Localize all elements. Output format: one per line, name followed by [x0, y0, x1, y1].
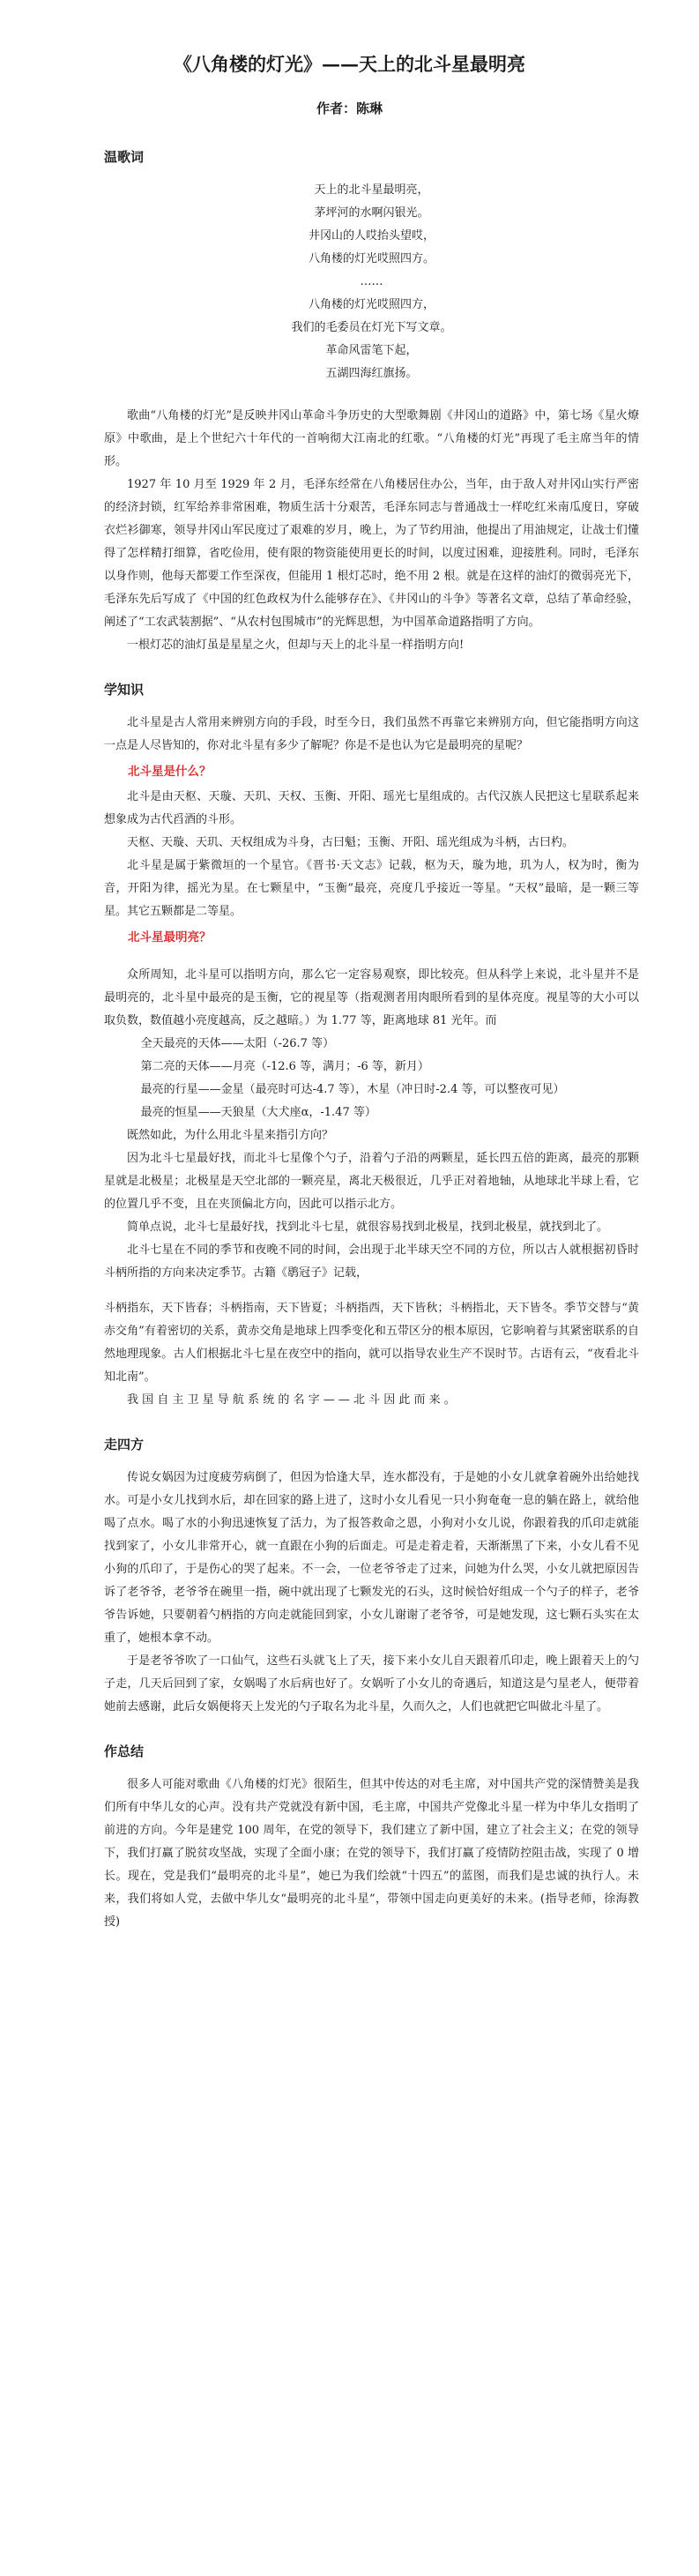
paragraph: 北斗星是属于紫微垣的一个星官。《晋书·天文志》记载，枢为天，璇为地，玑为人，权为时，衡为音，开阳为律，摇光为星。在七颗星中，“玉衡”最亮，亮度几乎接近一等星。“天权”最暗，是一颗三等星。其它五颗都是二等星。 — [104, 859, 639, 918]
poem-line: 茅坪河的水啊闪银光。 — [314, 206, 429, 220]
paragraph: 于是老爷爷吹了一口仙气，这些石头就飞上了天，接下来小女儿自天跟着爪印走，晚上跟着天上的勺子走，几天后回到了家，女娲喝了水后病也好了。女娲听了小女儿的奇遇后，知道这是勺星老人，便带着她前去感谢，此后女娲便将天上发光的勺子取名为北斗星，久而久之，人们也就把它叫做北斗星了。 — [104, 1654, 639, 1714]
list-item: 最亮的行星——金星（最亮时可达-4.7 等），木星（冲日时-2.4 等，可以整夜可见） — [140, 1083, 565, 1096]
paragraph: 简单点说，北斗七星最好找，找到北斗七星，就很容易找到北极星，找到北极星，就找到北了。 — [127, 1221, 609, 1234]
poem-line: 革命风雷笔下起， — [325, 344, 418, 357]
paragraph: 天枢、天璇、天玑、天权组成为斗身，古曰魁；玉衡、开阳、瑶光组成为斗柄，古曰杓。 — [127, 836, 575, 849]
list-item: 最亮的恒星——天狼星（大犬座α，-1.47 等） — [140, 1106, 376, 1119]
list-item: 第二亮的天体——月亮（-12.6 等，满月；-6 等，新月） — [140, 1060, 429, 1073]
section-heading-wengeci: 温歌词 — [104, 149, 145, 165]
lyrics-poem — [104, 179, 639, 385]
paragraph: 因为北斗七星最好找，而北斗七星像个勺子，沿着勺子沿的两颗星，延长四五倍的距离，最亮的那颗星就是北极星；北极星是天空北部的一颗亮星，离北天极很近，几乎正对着地轴，从地球北半球上看，它的位置几乎不变，且在夹顶偏北方向，因此可以指示北方。 — [104, 1152, 639, 1211]
paragraph: 传说女娲因为过度疲劳病倒了，但因为恰逢大旱，连水都没有，于是她的小女儿就拿着碗外出给她找水。可是小女儿找到水后，却在回家的路上进了，这时小女儿看见一只小狗奄奄一息的躺在路上，就给他喝了点水。喝了水的小狗迅速恢复了活力，为了报答救命之恩，小狗对小女儿说，你跟着我的爪印走就能找到家了，小女儿非常开心，就一直跟在小狗的后面走。可是走着走着，天渐渐黑了下来，小女儿看不见小狗的爪印了，于是伤心的哭了起来。不一会，一位老爷爷走了过来，问她为什么哭，小女儿就把原因告诉了老爷爷，老爷爷在碗里一指，碗中就出现了七颗发光的石头，这时候恰好组成一个勺子的样子，老爷爷告诉她，只要朝着勺柄指的方向走就能回到家，小女儿谢谢了老爷爷，可是她发现，这七颗石头实在太重了，她根本拿不动。 — [104, 1471, 639, 1645]
paragraph: 1927 年 10 月至 1929 年 2 月，毛泽东经常在八角楼居住办公，当年，由于敌人对井冈山实行严密的经济封锁，红军给养非常困难，物质生活十分艰苦，毛泽东同志与普通战士一样吃红米南瓜度日，穿破衣烂衫御寒，领导井冈山军民度过了艰难的岁月，晚上，为了节约用油，他提出了用油规定，让战士们懂得了怎样精打细算，省吃俭用，使有限的物资能使用更长的时间，以度过困难，迎接胜利。同时，毛泽东以身作则，他每天都要工作至深夜，但能用 1 根灯芯时，绝不用 2 根。就是在这样的油灯的微弱亮光下，毛泽东先后写成了《中国的红色政权为什么能够存在》、《井冈山的斗争》等著名文章，总结了革命经验，阐述了“工农武装割据”、“从农村包围城市”的光辉思想，为中国革命道路指明了方向。 — [104, 478, 639, 629]
poem-line: 我们的毛委员在灯光下写文章。 — [291, 321, 452, 334]
article-author: 作者：陈琳 — [316, 101, 383, 116]
paragraph: 北斗是由天枢、天璇、天玑、天权、玉衡、开阳、瑶光七星组成的。古代汉族人民把这七星联系起来想象成为古代舀酒的斗形。 — [104, 790, 639, 826]
paragraph: 我 国 自 主 卫 星 导 航 系 统 的 名 字 — — 北 斗 因 此 而 来 。 — [127, 1393, 456, 1407]
article-title: 《八角楼的灯光》——天上的北斗星最明亮 — [174, 53, 525, 75]
poem-ellipsis: …… — [360, 275, 383, 288]
section-heading-zousifang: 走四方 — [104, 1437, 145, 1452]
paragraph: 众所周知，北斗星可以指明方向，那么它一定容易观察，即比较亮。但从科学上来说，北斗星并不是最明亮的，北斗星中最亮的是玉衡，它的视星等（指观测者用肉眼所看到的星体亮度。视星等的大小可以取负数，数值越小亮度越高，反之越暗。）为 1.77 等，距离地球 81 光年。而 — [104, 968, 639, 1027]
paragraph: 北斗星是古人常用来辨别方向的手段，时至今日，我们虽然不再靠它来辨别方向，但它能指明方向这一点是人尽皆知的，你对北斗星有多少了解呢？你是不是也认为它是最明亮的星呢？ — [104, 716, 639, 752]
poem-line: 井冈山的人哎抬头望哎， — [308, 229, 435, 243]
paragraph: 很多人可能对歌曲《八角楼的灯光》很陌生，但其中传达的对毛主席，对中国共产党的深情赞美是我们所有中华儿女的心声。没有共产党就没有新中国，毛主席，中国共产党像北斗星一样为中华儿女指明了前进的方向。今年是建党 100 周年，在党的领导下，我们建立了新中国，建立了社会主义；在党的领导下，我们打赢了脱贫攻坚战，实现了全面小康；在党的领导下，我们打赢了疫情防控阻击战，实现了 0 增长。现在，党是我们“最明亮的北斗星”，她已为我们绘就“十四五”的蓝图，而我们是忠诚的执行人。未来，我们将如人党，去做中华儿女“最明亮的北斗星”，带领中国走向更美好的未来。(指导老师，徐海教授) — [104, 1778, 639, 1929]
paragraph: 一根灯芯的油灯虽是星星之火，但却与天上的北斗星一样指明方向! — [127, 638, 465, 652]
poem-line: 天上的北斗星最明亮， — [314, 183, 429, 197]
paragraph: 北斗七星在不同的季节和夜晚不同的时间，会出现于北半球天空不同的方位，所以古人就根据初昏时斗柄所指的方向来决定季节。古籍《鹖冠子》记载， — [104, 1243, 639, 1280]
poem-line: 五湖四海红旗扬。 — [325, 367, 418, 380]
question-heading: 北斗星最明亮？ — [128, 930, 212, 945]
paragraph: 斗柄指东，天下皆春；斗柄指南，天下皆夏；斗柄指西，天下皆秋；斗柄指北，天下皆冬。季节交替与“黄赤交角”有着密切的关系，黄赤交角是地球上四季变化和五带区分的根本原因，它影响着与其紧密联系的自然地理现象。古人们根据北斗七星在夜空中的指向，就可以指导农业生产不误时节。古语有云，“夜看北斗知北南”。 — [104, 1302, 639, 1384]
paragraph: 歌曲“八角楼的灯光”是反映井冈山革命斗争历史的大型歌舞剧《井冈山的道路》中，第七场《星火燎原》中歌曲，是上个世纪六十年代的一首响彻大江南北的红歌。“八角楼的灯光”再现了毛主席当年的情形。 — [104, 409, 639, 468]
question-heading: 北斗星是什么？ — [128, 765, 212, 779]
section-heading-xuezhishi: 学知识 — [104, 682, 145, 698]
list-item: 全天最亮的天体——太阳（-26.7 等） — [140, 1037, 335, 1050]
poem-line: 八角楼的灯光哎照四方。 — [308, 252, 435, 265]
paragraph: 既然如此，为什么用北斗星来指引方向？ — [127, 1129, 334, 1142]
poem-line: 八角楼的灯光哎照四方， — [308, 298, 435, 311]
section-heading-zuozongjie: 作总结 — [104, 1743, 145, 1759]
